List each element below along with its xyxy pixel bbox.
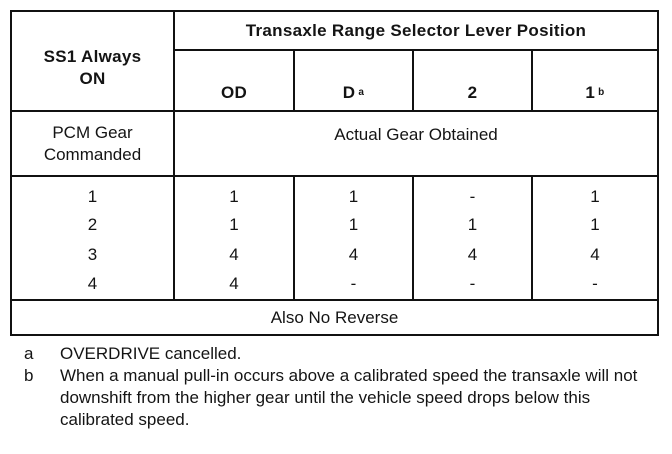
table-title: Transaxle Range Selector Lever Position: [245, 20, 587, 40]
column-header-2: [414, 51, 531, 110]
one-cell: 1: [590, 215, 600, 234]
column-header-d: [295, 51, 412, 110]
commanded-gear-cell: 3: [87, 245, 98, 264]
od-cell: 1: [229, 215, 239, 234]
footnote: [24, 365, 664, 431]
d-cell: 1: [348, 187, 359, 206]
od-cell: 4: [229, 274, 239, 293]
d-cell: 1: [348, 215, 359, 234]
footnote-letter: a: [24, 344, 34, 363]
row-label-header: [12, 12, 173, 110]
od-cell: 4: [229, 245, 239, 264]
commanded-gear-cell: 4: [87, 274, 98, 293]
column-label: 1: [585, 83, 596, 102]
footnote: [24, 343, 664, 365]
footnote-marker: a: [358, 87, 365, 98]
column-header-od: [175, 51, 293, 110]
rule: [12, 175, 657, 177]
row-label-text: SS1 Always ON: [43, 47, 142, 88]
od-cell: 1: [229, 187, 239, 206]
one-cell: -: [592, 274, 598, 293]
footnote-text: OVERDRIVE cancelled.: [60, 344, 242, 363]
two-cell: 4: [467, 245, 478, 264]
column-header-1: [533, 51, 657, 110]
footnote-letter: b: [24, 366, 34, 385]
footnote-text: When a manual pull-in occurs above a calibrated speed the transaxle will not downshift from the higher gear until the vehicle speed drops below this calibrated speed.: [60, 366, 638, 429]
footnotes: [24, 343, 664, 431]
two-cell: 1: [467, 215, 478, 234]
one-cell: 4: [590, 245, 600, 264]
actual-gear-obtained-label: Actual Gear Obtained: [334, 124, 498, 144]
one-cell: 1: [590, 187, 600, 206]
column-label: 2: [467, 83, 478, 102]
two-cell: -: [469, 274, 476, 293]
subheader-left-text: PCM Gear Commanded: [43, 122, 142, 164]
also-no-reverse-row: Also No Reverse: [270, 307, 399, 327]
pcm-gear-commanded-label: [12, 112, 173, 175]
column-label: OD: [220, 83, 248, 102]
d-cell: -: [350, 274, 357, 293]
commanded-gear-cell: 2: [87, 215, 98, 234]
gear-table: [10, 10, 659, 336]
footnote-marker: b: [598, 87, 605, 98]
column-label: D: [342, 83, 356, 102]
two-cell: -: [469, 187, 476, 206]
commanded-gear-cell: 1: [87, 187, 98, 206]
d-cell: 4: [348, 245, 359, 264]
